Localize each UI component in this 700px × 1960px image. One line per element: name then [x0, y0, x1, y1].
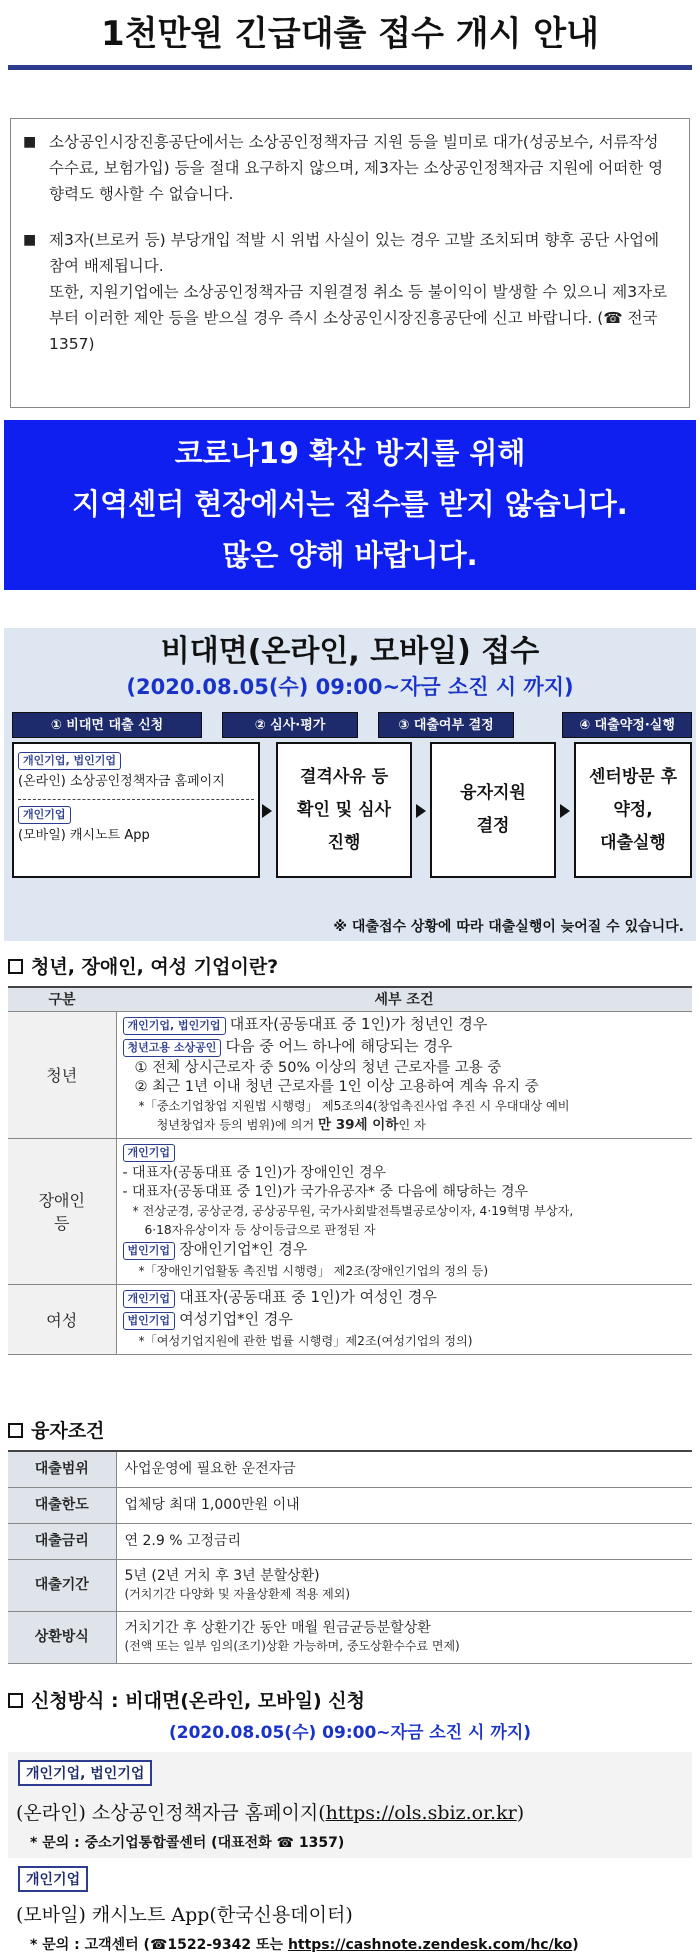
tag: 청년고용 소상공인	[123, 1039, 222, 1057]
apply-heading-text: 신청방식 : 비대면(온라인, 모바일) 신청	[31, 1690, 365, 1712]
table-row	[8, 1523, 692, 1559]
tag: 개인기업, 법인기업	[18, 1760, 152, 1786]
step-2-box	[276, 742, 412, 878]
table-row	[8, 1011, 692, 1138]
loan-value: 연 2.9 % 고정금리	[116, 1523, 692, 1559]
covid-banner	[4, 420, 696, 590]
step-2-line: 결격사유 등	[299, 766, 388, 787]
checkbox-square-icon	[8, 1423, 23, 1438]
age-limit-text: 만 39세 이하	[318, 1116, 399, 1133]
detail-text: ② 최근 1년 이내 청년 근로자를 1인 이상 고용하여 계속 유지 중	[134, 1078, 539, 1095]
notice-text-3: 또한, 지원기업에는 소상공인정책자금 지원결정 취소 등 불이익이 발생할 수 있으니 제3자로부터 이러한 제안 등을 받으실 경우 즉시 소상공인시장진흥공단에 신고 바랍니다. (☎ 전국 1357)	[49, 283, 668, 353]
loan-value-note: (전액 또는 일부 임의(조기)상환 가능하며, 중도상환수수료 면제)	[124, 1639, 460, 1653]
step-4-header: ④ 대출약정·실행	[562, 712, 692, 738]
online-period: (2020.08.05(수) 09:00~자금 소진 시 까지)	[126, 675, 574, 699]
conditions-heading	[8, 952, 278, 979]
covid-line-2: 지역센터 현장에서는 접수를 받지 않습니다.	[72, 487, 628, 521]
loan-key: 대출금리	[8, 1523, 116, 1559]
step-4-box	[574, 742, 692, 878]
loan-key: 대출기간	[8, 1559, 116, 1611]
apply-text: )	[516, 1802, 525, 1824]
tag: 개인기업, 법인기업	[123, 1017, 226, 1035]
step-4-line: 약정,	[613, 799, 653, 820]
loan-value-note: (거치기간 다양화 및 자율상환제 적용 제외)	[124, 1587, 351, 1601]
loan-conditions-table	[8, 1450, 692, 1664]
sbiz-link[interactable]: https://ols.sbiz.or.kr	[325, 1802, 517, 1824]
warning-notice-box	[10, 118, 690, 408]
loan-key: 대출범위	[8, 1451, 116, 1487]
mobile-inquiry	[30, 1934, 579, 1954]
detail-text: 대표자(공동대표 중 1인)가 여성인 경우	[179, 1287, 437, 1306]
page-title: 1천만원 긴급대출 접수 개시 안내	[8, 6, 692, 70]
disabled-details	[116, 1138, 692, 1284]
detail-text: *「중소기업창업 지원법 시행령」 제5조의4(창업촉진사업 추진 시 우대대상 예비	[138, 1098, 570, 1113]
apply-period: (2020.08.05(수) 09:00~자금 소진 시 까지)	[168, 1723, 532, 1743]
online-heading: 비대면(온라인, 모바일) 접수	[160, 634, 540, 669]
step-4-line: 센터방문 후	[588, 766, 678, 787]
detail-text: 6·18자유상이자 등 상이등급으로 판정된 자	[144, 1222, 376, 1237]
checkbox-square-icon	[8, 1693, 23, 1708]
tag: 개인기업	[18, 1866, 88, 1892]
category-youth: 청년	[8, 1011, 116, 1138]
step-3-header: ③ 대출여부 결정	[378, 712, 514, 738]
mobile-apply-text: (모바일) 캐시노트 App(한국신용데이터)	[16, 1904, 353, 1926]
process-steps	[12, 712, 692, 878]
women-details	[116, 1284, 692, 1354]
notice-text-1: 소상공인시장진흥공단에서는 소상공인정책자금 지원 등을 빌미로 대가(성공보수, 서류작성 수수료, 보험가입) 등을 절대 요구하지 않으며, 제3자는 소상공인정책자금 지원에 어떠한 영향력도 행사할 수 없습니다.	[49, 133, 664, 203]
checkbox-square-icon	[8, 959, 23, 974]
step-1-box	[12, 742, 260, 878]
loan-key: 상환방식	[8, 1611, 116, 1663]
detail-text: 장애인기업*인 경우	[179, 1239, 308, 1258]
loan-value: 사업운영에 필요한 운전자금	[116, 1451, 692, 1487]
category-label: 장애인	[38, 1191, 85, 1210]
arrow-right-icon	[262, 804, 272, 818]
loan-value: 거치기간 후 상환기간 동안 매월 원금균등분할상환	[124, 1620, 431, 1636]
detail-text: *「장애인기업활동 촉진법 시행령」 제2조(장애인기업의 정의 등)	[138, 1263, 489, 1278]
detail-text: 여성기업*인 경우	[179, 1309, 293, 1328]
online-application-panel	[4, 628, 696, 941]
delay-note: ※ 대출접수 상황에 따라 대출실행이 늦어질 수 있습니다.	[333, 919, 684, 935]
step-1-online-text: (온라인) 소상공인정책자금 홈페이지	[18, 774, 225, 789]
conditions-table	[8, 986, 692, 1355]
notice-text-2: 제3자(브로커 등) 부당개입 적발 시 위법 사실이 있는 경우 고발 조치되며 향후 공단 사업에 참여 배제됩니다.	[49, 231, 660, 275]
step-2-line: 확인 및 심사	[297, 799, 391, 820]
tag-individual: 개인기업	[18, 806, 71, 824]
detail-text: 다음 중 어느 하나에 해당되는 경우	[225, 1036, 453, 1055]
apply-text: (온라인) 소상공인정책자금 홈페이지(	[16, 1802, 326, 1824]
table-row	[8, 1487, 692, 1523]
table-row	[8, 1451, 692, 1487]
col-category: 구분	[8, 987, 116, 1011]
covid-line-3: 많은 양해 바랍니다.	[222, 538, 478, 572]
tag-individual-corporate: 개인기업, 법인기업	[18, 752, 121, 770]
tag: 법인기업	[123, 1242, 176, 1260]
apply-heading	[8, 1686, 365, 1713]
category-women: 여성	[8, 1284, 116, 1354]
online-inquiry: * 문의 : 중소기업통합콜센터 (대표전화 ☎ 1357)	[30, 1835, 345, 1851]
detail-text: 인 자	[398, 1117, 426, 1132]
tag: 개인기업	[123, 1144, 176, 1162]
table-row	[8, 1138, 692, 1284]
notice-paragraph-1	[23, 129, 677, 207]
youth-details	[116, 1011, 692, 1138]
arrow-right-icon	[416, 804, 426, 818]
category-disabled	[8, 1138, 116, 1284]
table-row	[8, 1611, 692, 1663]
inquiry-text: * 문의 : 고객센터 (☎1522-9342 또는	[30, 1937, 288, 1953]
detail-text: 대표자(공동대표 중 1인)가 청년인 경우	[229, 1014, 488, 1033]
cashnote-link[interactable]: https://cashnote.zendesk.com/hc/ko	[287, 1937, 573, 1953]
loan-heading-text: 융자조건	[31, 1420, 105, 1442]
notice-paragraph-2	[23, 227, 677, 279]
bullet: ■	[23, 232, 37, 248]
loan-heading	[8, 1416, 104, 1443]
detail-text: ① 전체 상시근로자 중 50% 이상의 청년 근로자를 고용 중	[134, 1059, 502, 1076]
step-2-line: 진행	[327, 832, 361, 853]
loan-key: 대출한도	[8, 1487, 116, 1523]
table-row	[8, 1284, 692, 1354]
loan-value: 업체당 최대 1,000만원 이내	[116, 1487, 692, 1523]
arrow-right-icon	[560, 804, 570, 818]
detail-text: - 대표자(공동대표 중 1인)가 장애인인 경우	[122, 1164, 387, 1181]
table-row	[8, 1559, 692, 1611]
covid-line-1: 코로나19 확산 방지를 위해	[174, 436, 526, 470]
tag: 개인기업	[123, 1290, 176, 1308]
table-header-row	[8, 987, 692, 1011]
online-apply-text	[16, 1798, 524, 1825]
step-3-box	[430, 742, 556, 878]
detail-text: - 대표자(공동대표 중 1인)가 국가유공자* 중 다음에 해당하는 경우	[122, 1183, 529, 1200]
step-1-mobile-text: (모바일) 캐시노트 App	[18, 828, 150, 843]
loan-value: 5년 (2년 거치 후 3년 분할상환)	[124, 1568, 320, 1584]
tag: 법인기업	[123, 1312, 176, 1330]
conditions-heading-text: 청년, 장애인, 여성 기업이란?	[31, 956, 279, 978]
category-label: 등	[54, 1214, 70, 1233]
step-1-header: ① 비대면 대출 신청	[12, 712, 202, 738]
col-detail: 세부 조건	[116, 987, 692, 1011]
inquiry-text: )	[572, 1937, 579, 1953]
step-4-line: 대출실행	[600, 832, 666, 853]
detail-text: * 전상군경, 공상군경, 공상공무원, 국가사회발전특별공로상이자, 4·19혁명 부상자,	[132, 1203, 574, 1218]
step-3-line: 결정	[476, 816, 510, 836]
step-2-header: ② 심사·평가	[222, 712, 358, 738]
bullet: ■	[23, 134, 37, 150]
detail-text: 청년창업자 등의 범위)에 의거	[156, 1117, 319, 1132]
step-3-line: 융자지원	[460, 783, 526, 803]
detail-text: *「여성기업지원에 관한 법률 시행령」제2조(여성기업의 정의)	[138, 1333, 473, 1348]
mobile-apply-box	[8, 1858, 692, 1960]
